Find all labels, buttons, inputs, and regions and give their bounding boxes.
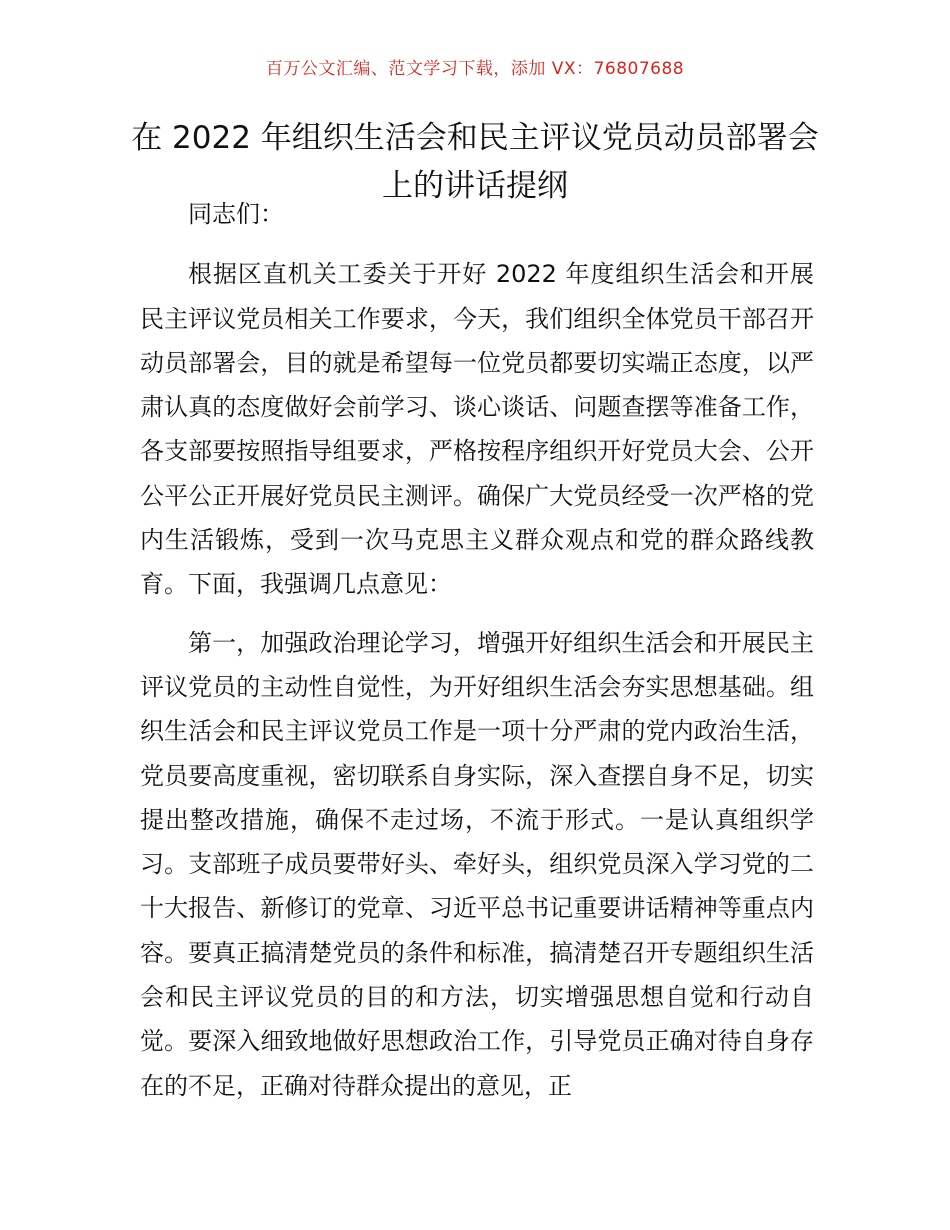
document-title: 在 2022 年组织生活会和民主评议党员动员部署会上的讲话提纲 bbox=[131, 120, 819, 204]
paragraph-first-point: 第一，加强政治理论学习，增强开好组织生活会和开展民主评议党员的主动性自觉性，为开好组织生活会夯实思想基础。组织生活会和民主评议党员工作是一项十分严肃的党内政治生活，党员要高度重视，密切联系自身实际，深入查摆自身不足，切实提出整改措施，确保不走过场，不流于形式。一是认真组织学习。支部班子成员要带好头、牵好头，组织党员深入学习党的二十大报告、新修订的党章、习近平总书记重要讲话精神等重点内容。要真正搞清楚党员的条件和标准，搞清楚召开专题组织生活会和民主评议党员的目的和方法，切实增强思想自觉和行动自觉。要深入细致地做好思想政治工作，引导党员正确对待自身存在的不足，正确对待群众提出的意见，正 bbox=[140, 628, 814, 1100]
paragraph-intro: 根据区直机关工委关于开好 2022 年度组织生活会和开展民主评议党员相关工作要求，今天，我们组织全体党员干部召开动员部署会，目的就是希望每一位党员都要切实端正态度，以严肃认真的态度做好会前学习、谈心谈话、问题查摆等准备工作，各支部要按照指导组要求，严格按程序组织开好党员大会、公开公平公正开展好党员民主测评。确保广大党员经受一次严格的党内生活锻炼，受到一次马克思主义群众观点和党的群众路线教育。下面，我强调几点意见： bbox=[140, 260, 814, 599]
document-body bbox=[140, 192, 814, 1122]
salutation: 同志们： bbox=[188, 200, 284, 228]
download-banner: 百万公文汇编、范文学习下载，添加 VX：76807688 bbox=[265, 59, 685, 79]
